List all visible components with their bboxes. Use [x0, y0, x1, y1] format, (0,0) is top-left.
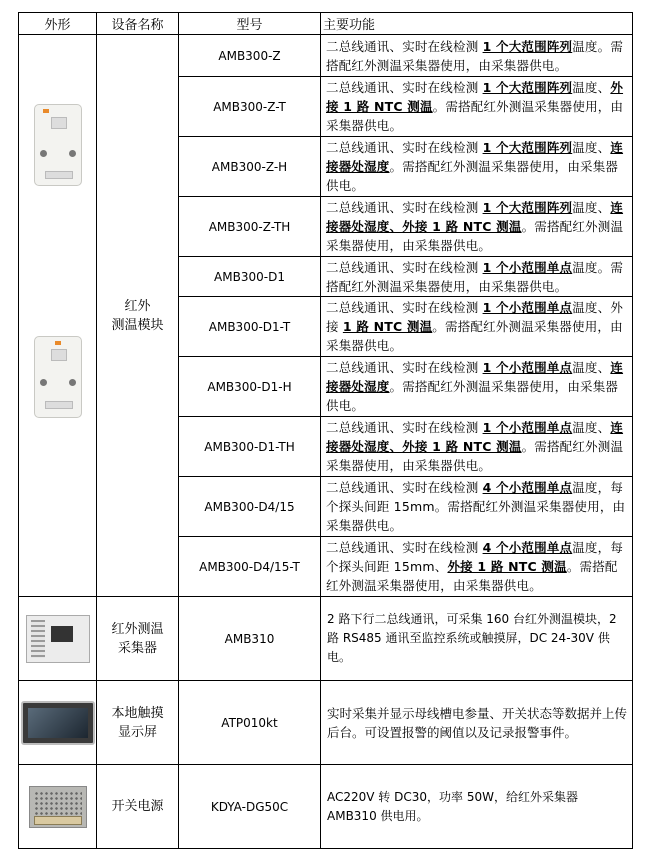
- function-text: 二总线通讯、实时在线检测: [326, 540, 483, 555]
- function-text: 温度、: [572, 420, 611, 435]
- function-highlight: 1 个大范围阵列: [482, 38, 573, 54]
- power-name-cell: 开关电源: [97, 765, 179, 849]
- function-text: 二总线通讯、实时在线检测: [326, 140, 483, 155]
- function-highlight: 1 个小范围单点: [482, 420, 573, 435]
- table-row: [19, 765, 633, 849]
- function-cell: [321, 35, 633, 77]
- function-text: 。需搭配红外测温采集器使用，由采集器供电。: [326, 219, 624, 253]
- power-image-cell: [19, 765, 97, 849]
- model-cell: AMB300-D4/15: [179, 477, 321, 537]
- module-name-line1: 红外: [124, 298, 151, 314]
- amb300-z-device-icon: [34, 104, 82, 186]
- function-highlight: 外接 1 路 NTC 测温: [326, 80, 624, 114]
- function-highlight: 连接器处湿度、外接 1 路 NTC 测温: [326, 420, 624, 454]
- function-text: 二总线通讯、实时在线检测: [326, 38, 483, 54]
- function-text: 。需搭配红外测温采集器使用，由采集器供电。: [326, 99, 624, 133]
- function-highlight: 4 个小范围单点: [482, 540, 573, 555]
- function-highlight: 1 个大范围阵列: [482, 140, 573, 155]
- function-text: 温度、: [572, 360, 611, 375]
- function-text: 温度、: [572, 80, 611, 95]
- function-cell: 实时采集并显示母线槽电参量、开关状态等数据并上传后台。可设置报警的阈值以及记录报警事件。: [321, 681, 633, 765]
- function-text: 二总线通讯、实时在线检测: [326, 80, 483, 95]
- table-row: [19, 597, 633, 681]
- touchscreen-image-cell: [19, 681, 97, 765]
- function-highlight: 1 个大范围阵列: [482, 200, 573, 215]
- header-model: 型号: [179, 13, 321, 35]
- header-function: 主要功能: [321, 13, 633, 35]
- table-row: [19, 35, 633, 77]
- header-shape: 外形: [19, 13, 97, 35]
- model-cell: KDYA-DG50C: [179, 765, 321, 849]
- module-name-cell: [97, 35, 179, 597]
- function-text: 温度，每个探头间距 15mm、: [326, 540, 624, 574]
- model-cell: AMB310: [179, 597, 321, 681]
- function-text: 。需搭配红外测温采集器使用，由采集器供电。: [326, 319, 623, 353]
- model-cell: AMB300-Z: [179, 35, 321, 77]
- touchscreen-name-line1: 本地触摸: [111, 705, 164, 721]
- function-highlight: 1 个小范围单点: [482, 300, 573, 315]
- function-text: 温度。需搭配红外测温采集器使用，由采集器供电。: [326, 259, 624, 294]
- function-text: 温度，每个探头间距 15mm。需搭配红外测温采集器使用，由采集器供电。: [326, 480, 626, 533]
- function-highlight: 连接器处湿度、外接 1 路 NTC 测温: [326, 200, 624, 234]
- function-cell: [321, 297, 633, 357]
- function-highlight: 1 个大范围阵列: [482, 80, 573, 95]
- function-cell: [321, 197, 633, 257]
- function-text: 。需搭配红外测温采集器使用，由采集器供电。: [326, 159, 619, 193]
- function-text: 温度、外接: [326, 300, 624, 334]
- module-name-line2: 测温模块: [111, 317, 164, 333]
- function-text: 温度、: [572, 200, 611, 215]
- power-supply-icon: [29, 786, 87, 828]
- collector-image-cell: [19, 597, 97, 681]
- function-text: 二总线通讯、实时在线检测: [326, 300, 483, 315]
- function-cell: [321, 137, 633, 197]
- collector-name-line2: 采集器: [117, 640, 157, 656]
- model-cell: AMB300-D1-T: [179, 297, 321, 357]
- model-cell: AMB300-Z-H: [179, 137, 321, 197]
- amb300-d-device-icon: [34, 336, 82, 418]
- model-cell: AMB300-D1-H: [179, 357, 321, 417]
- function-cell: AC220V 转 DC30，功率 50W，给红外采集器 AMB310 供电用。: [321, 765, 633, 849]
- function-text: 温度、: [572, 140, 611, 155]
- function-cell: [321, 257, 633, 297]
- function-text: 二总线通讯、实时在线检测: [326, 480, 483, 495]
- function-text: 温度。需搭配红外测温采集器使用，由采集器供电。: [326, 38, 624, 73]
- model-cell: ATP010kt: [179, 681, 321, 765]
- function-cell: [321, 477, 633, 537]
- device-table: [18, 12, 633, 849]
- function-highlight: 4 个小范围单点: [482, 480, 573, 495]
- header-name: 设备名称: [97, 13, 179, 35]
- function-text: 。需搭配红外测温采集器使用，由采集器供电。: [326, 379, 619, 413]
- function-cell: [321, 357, 633, 417]
- function-text: 二总线通讯、实时在线检测: [326, 200, 483, 215]
- function-highlight: 连接器处湿度: [326, 140, 624, 174]
- function-cell: [321, 417, 633, 477]
- function-highlight: 连接器处湿度: [326, 360, 624, 394]
- table-row: [19, 681, 633, 765]
- amb310-collector-icon: [26, 615, 90, 663]
- header-row: [19, 13, 633, 35]
- function-text: 。需搭配红外测温采集器使用，由采集器供电。: [326, 559, 618, 593]
- function-text: 二总线通讯、实时在线检测: [326, 360, 483, 375]
- function-cell: [321, 537, 633, 597]
- model-cell: AMB300-Z-T: [179, 77, 321, 137]
- collector-name-cell: [97, 597, 179, 681]
- function-text: 二总线通讯、实时在线检测: [326, 420, 483, 435]
- model-cell: AMB300-D1-TH: [179, 417, 321, 477]
- function-cell: [321, 77, 633, 137]
- touch-screen-icon: [21, 701, 95, 745]
- function-highlight: 1 个小范围单点: [482, 360, 573, 375]
- model-cell: AMB300-Z-TH: [179, 197, 321, 257]
- collector-name-line1: 红外测温: [111, 621, 164, 637]
- function-highlight: 1 路 NTC 测温: [342, 319, 433, 334]
- touchscreen-name-line2: 显示屏: [117, 724, 157, 740]
- function-text: 。需搭配红外测温采集器使用，由采集器供电。: [326, 439, 624, 473]
- module-image-cell: [19, 35, 97, 597]
- function-cell: 2 路下行二总线通讯，可采集 160 台红外测温模块，2 路 RS485 通讯至监控系统或触摸屏，DC 24-30V 供电。: [321, 597, 633, 681]
- function-highlight: 1 个小范围单点: [482, 259, 573, 275]
- function-text: 二总线通讯、实时在线检测: [326, 259, 483, 275]
- model-cell: AMB300-D1: [179, 257, 321, 297]
- touchscreen-name-cell: [97, 681, 179, 765]
- function-highlight: 外接 1 路 NTC 测温: [447, 559, 567, 574]
- model-cell: AMB300-D4/15-T: [179, 537, 321, 597]
